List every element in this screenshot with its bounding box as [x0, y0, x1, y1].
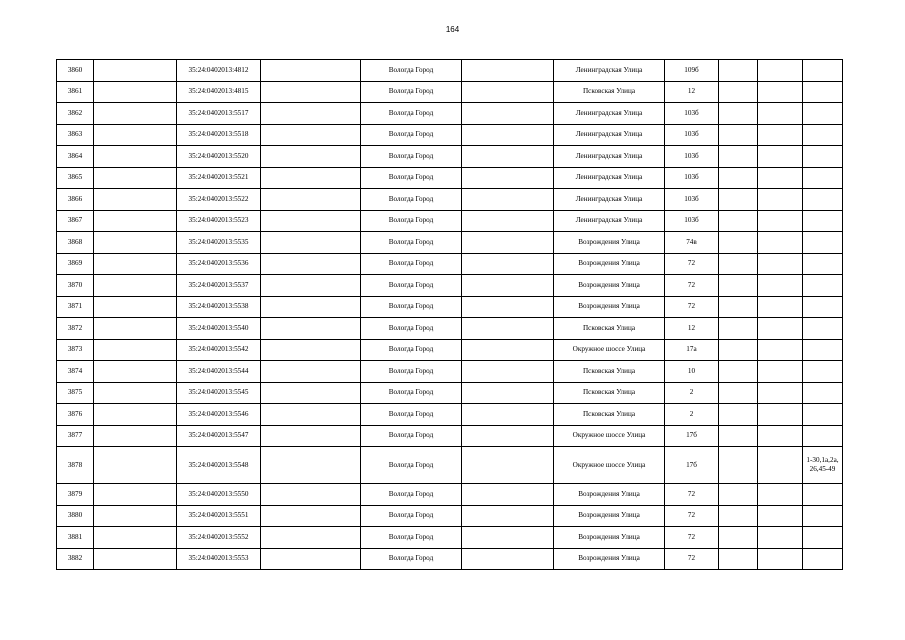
- street-cell: Возрождения Улица: [554, 275, 665, 297]
- empty-cell: [758, 124, 803, 146]
- empty-cell: [719, 484, 758, 506]
- empty-cell: [758, 484, 803, 506]
- empty-cell: [94, 296, 177, 318]
- cadastral-number-cell: 35:24:0402013:5522: [177, 189, 261, 211]
- row-number-cell: 3862: [57, 103, 94, 125]
- empty-cell: [758, 275, 803, 297]
- empty-cell: [758, 296, 803, 318]
- empty-cell: [261, 81, 361, 103]
- empty-cell: [94, 146, 177, 168]
- page-number: 164: [445, 25, 460, 34]
- street-cell: Возрождения Улица: [554, 484, 665, 506]
- city-cell: Вологда Город: [361, 361, 462, 383]
- empty-cell: [462, 189, 554, 211]
- empty-cell: [462, 60, 554, 82]
- table-row: [57, 425, 843, 447]
- empty-cell: [462, 210, 554, 232]
- empty-cell: [261, 318, 361, 340]
- empty-cell: [462, 167, 554, 189]
- empty-cell: [719, 232, 758, 254]
- row-number-cell: 3876: [57, 404, 94, 426]
- premises-cell: [803, 382, 843, 404]
- empty-cell: [758, 60, 803, 82]
- house-number-cell: 103б: [665, 210, 719, 232]
- street-cell: Возрождения Улица: [554, 505, 665, 527]
- premises-cell: [803, 81, 843, 103]
- empty-cell: [94, 60, 177, 82]
- cadastral-number-cell: 35:24:0402013:5545: [177, 382, 261, 404]
- empty-cell: [758, 81, 803, 103]
- cadastral-number-cell: 35:24:0402013:5537: [177, 275, 261, 297]
- city-cell: Вологда Город: [361, 103, 462, 125]
- empty-cell: [261, 60, 361, 82]
- empty-cell: [462, 404, 554, 426]
- empty-cell: [94, 124, 177, 146]
- cadastral-number-cell: 35:24:0402013:4812: [177, 60, 261, 82]
- row-number-cell: 3872: [57, 318, 94, 340]
- row-number-cell: 3877: [57, 425, 94, 447]
- empty-cell: [719, 425, 758, 447]
- empty-cell: [261, 232, 361, 254]
- row-number-cell: 3880: [57, 505, 94, 527]
- street-cell: Псковская Улица: [554, 318, 665, 340]
- row-number-cell: 3860: [57, 60, 94, 82]
- row-number-cell: 3864: [57, 146, 94, 168]
- cadastral-number-cell: 35:24:0402013:5547: [177, 425, 261, 447]
- row-number-cell: 3878: [57, 447, 94, 484]
- cadastral-number-cell: 35:24:0402013:5542: [177, 339, 261, 361]
- empty-cell: [462, 447, 554, 484]
- empty-cell: [719, 339, 758, 361]
- empty-cell: [758, 382, 803, 404]
- row-number-cell: 3865: [57, 167, 94, 189]
- empty-cell: [719, 548, 758, 570]
- table-row: [57, 103, 843, 125]
- empty-cell: [94, 527, 177, 549]
- empty-cell: [719, 361, 758, 383]
- house-number-cell: 72: [665, 253, 719, 275]
- cadastral-number-cell: 35:24:0402013:5546: [177, 404, 261, 426]
- row-number-cell: 3866: [57, 189, 94, 211]
- empty-cell: [462, 527, 554, 549]
- empty-cell: [719, 505, 758, 527]
- premises-cell: [803, 404, 843, 426]
- empty-cell: [462, 296, 554, 318]
- empty-cell: [261, 210, 361, 232]
- empty-cell: [758, 548, 803, 570]
- empty-cell: [719, 60, 758, 82]
- empty-cell: [462, 484, 554, 506]
- cadastral-number-cell: 35:24:0402013:5517: [177, 103, 261, 125]
- empty-cell: [94, 339, 177, 361]
- house-number-cell: 103б: [665, 167, 719, 189]
- empty-cell: [261, 103, 361, 125]
- premises-cell: [803, 484, 843, 506]
- house-number-cell: 12: [665, 81, 719, 103]
- empty-cell: [94, 548, 177, 570]
- cadastral-number-cell: 35:24:0402013:5550: [177, 484, 261, 506]
- empty-cell: [719, 318, 758, 340]
- empty-cell: [462, 253, 554, 275]
- house-number-cell: 17б: [665, 447, 719, 484]
- table-row: [57, 296, 843, 318]
- empty-cell: [94, 232, 177, 254]
- registry-table: [56, 59, 843, 570]
- empty-cell: [758, 318, 803, 340]
- table-row: [57, 527, 843, 549]
- premises-cell: [803, 232, 843, 254]
- empty-cell: [261, 382, 361, 404]
- empty-cell: [719, 81, 758, 103]
- empty-cell: [94, 425, 177, 447]
- empty-cell: [462, 232, 554, 254]
- city-cell: Вологда Город: [361, 296, 462, 318]
- house-number-cell: 72: [665, 275, 719, 297]
- street-cell: Возрождения Улица: [554, 527, 665, 549]
- row-number-cell: 3870: [57, 275, 94, 297]
- row-number-cell: 3863: [57, 124, 94, 146]
- empty-cell: [94, 447, 177, 484]
- table-row: [57, 318, 843, 340]
- city-cell: Вологда Город: [361, 527, 462, 549]
- city-cell: Вологда Город: [361, 253, 462, 275]
- cadastral-number-cell: 35:24:0402013:5553: [177, 548, 261, 570]
- empty-cell: [719, 146, 758, 168]
- row-number-cell: 3879: [57, 484, 94, 506]
- empty-cell: [94, 275, 177, 297]
- street-cell: Ленинградская Улица: [554, 146, 665, 168]
- empty-cell: [719, 167, 758, 189]
- empty-cell: [261, 425, 361, 447]
- table-row: [57, 189, 843, 211]
- table-row: [57, 81, 843, 103]
- empty-cell: [758, 361, 803, 383]
- empty-cell: [462, 548, 554, 570]
- empty-cell: [758, 447, 803, 484]
- empty-cell: [758, 103, 803, 125]
- cadastral-number-cell: 35:24:0402013:5548: [177, 447, 261, 484]
- table-row: [57, 146, 843, 168]
- table-row: [57, 253, 843, 275]
- premises-cell: [803, 124, 843, 146]
- city-cell: Вологда Город: [361, 425, 462, 447]
- empty-cell: [758, 167, 803, 189]
- city-cell: Вологда Город: [361, 124, 462, 146]
- street-cell: Ленинградская Улица: [554, 60, 665, 82]
- row-number-cell: 3873: [57, 339, 94, 361]
- house-number-cell: 17б: [665, 425, 719, 447]
- cadastral-number-cell: 35:24:0402013:5552: [177, 527, 261, 549]
- street-cell: Окружное шоссе Улица: [554, 447, 665, 484]
- table-row: [57, 548, 843, 570]
- house-number-cell: 103б: [665, 124, 719, 146]
- city-cell: Вологда Город: [361, 189, 462, 211]
- house-number-cell: 2: [665, 382, 719, 404]
- street-cell: Псковская Улица: [554, 361, 665, 383]
- table-row: [57, 232, 843, 254]
- house-number-cell: 10: [665, 361, 719, 383]
- house-number-cell: 17а: [665, 339, 719, 361]
- empty-cell: [94, 253, 177, 275]
- house-number-cell: 103б: [665, 103, 719, 125]
- street-cell: Возрождения Улица: [554, 253, 665, 275]
- empty-cell: [261, 484, 361, 506]
- house-number-cell: 2: [665, 404, 719, 426]
- city-cell: Вологда Город: [361, 210, 462, 232]
- empty-cell: [462, 146, 554, 168]
- empty-cell: [462, 425, 554, 447]
- empty-cell: [758, 505, 803, 527]
- street-cell: Псковская Улица: [554, 81, 665, 103]
- table-row: [57, 484, 843, 506]
- table-row: [57, 404, 843, 426]
- city-cell: Вологда Город: [361, 339, 462, 361]
- premises-cell: [803, 505, 843, 527]
- empty-cell: [758, 339, 803, 361]
- city-cell: Вологда Город: [361, 146, 462, 168]
- street-cell: Псковская Улица: [554, 382, 665, 404]
- empty-cell: [261, 146, 361, 168]
- street-cell: Возрождения Улица: [554, 296, 665, 318]
- premises-cell: [803, 339, 843, 361]
- street-cell: Окружное шоссе Улица: [554, 425, 665, 447]
- empty-cell: [462, 103, 554, 125]
- empty-cell: [261, 124, 361, 146]
- empty-cell: [719, 124, 758, 146]
- empty-cell: [261, 253, 361, 275]
- empty-cell: [758, 253, 803, 275]
- house-number-cell: 103б: [665, 189, 719, 211]
- city-cell: Вологда Город: [361, 447, 462, 484]
- street-cell: Возрождения Улица: [554, 232, 665, 254]
- cadastral-number-cell: 35:24:0402013:5518: [177, 124, 261, 146]
- table-row: [57, 339, 843, 361]
- premises-cell: [803, 296, 843, 318]
- street-cell: Ленинградская Улица: [554, 167, 665, 189]
- city-cell: Вологда Город: [361, 318, 462, 340]
- street-cell: Ленинградская Улица: [554, 103, 665, 125]
- empty-cell: [719, 382, 758, 404]
- table-row: [57, 124, 843, 146]
- empty-cell: [462, 275, 554, 297]
- empty-cell: [462, 81, 554, 103]
- cadastral-number-cell: 35:24:0402013:5544: [177, 361, 261, 383]
- empty-cell: [462, 382, 554, 404]
- empty-cell: [261, 189, 361, 211]
- empty-cell: [94, 404, 177, 426]
- cadastral-number-cell: 35:24:0402013:5523: [177, 210, 261, 232]
- empty-cell: [462, 318, 554, 340]
- table-row: [57, 361, 843, 383]
- empty-cell: [719, 296, 758, 318]
- premises-cell: [803, 318, 843, 340]
- city-cell: Вологда Город: [361, 382, 462, 404]
- table-row: [57, 167, 843, 189]
- row-number-cell: 3867: [57, 210, 94, 232]
- empty-cell: [462, 339, 554, 361]
- premises-cell: [803, 527, 843, 549]
- empty-cell: [261, 527, 361, 549]
- street-cell: Окружное шоссе Улица: [554, 339, 665, 361]
- empty-cell: [261, 505, 361, 527]
- cadastral-number-cell: 35:24:0402013:5520: [177, 146, 261, 168]
- row-number-cell: 3882: [57, 548, 94, 570]
- table-row: [57, 210, 843, 232]
- empty-cell: [94, 505, 177, 527]
- cadastral-number-cell: 35:24:0402013:5521: [177, 167, 261, 189]
- city-cell: Вологда Город: [361, 505, 462, 527]
- empty-cell: [94, 318, 177, 340]
- house-number-cell: 74в: [665, 232, 719, 254]
- empty-cell: [261, 296, 361, 318]
- premises-cell: [803, 361, 843, 383]
- empty-cell: [719, 210, 758, 232]
- street-cell: Ленинградская Улица: [554, 124, 665, 146]
- empty-cell: [94, 210, 177, 232]
- house-number-cell: 72: [665, 296, 719, 318]
- city-cell: Вологда Город: [361, 167, 462, 189]
- empty-cell: [261, 167, 361, 189]
- empty-cell: [758, 404, 803, 426]
- city-cell: Вологда Город: [361, 548, 462, 570]
- row-number-cell: 3881: [57, 527, 94, 549]
- empty-cell: [94, 361, 177, 383]
- empty-cell: [261, 339, 361, 361]
- premises-cell: [803, 146, 843, 168]
- city-cell: Вологда Город: [361, 232, 462, 254]
- house-number-cell: 72: [665, 484, 719, 506]
- table-row: [57, 275, 843, 297]
- premises-cell: [803, 189, 843, 211]
- house-number-cell: 72: [665, 527, 719, 549]
- empty-cell: [758, 146, 803, 168]
- empty-cell: [94, 167, 177, 189]
- premises-cell: 1-30,1а,2а, 26,45-49: [803, 447, 843, 484]
- empty-cell: [261, 361, 361, 383]
- empty-cell: [94, 382, 177, 404]
- premises-cell: [803, 60, 843, 82]
- house-number-cell: 72: [665, 505, 719, 527]
- house-number-cell: 72: [665, 548, 719, 570]
- empty-cell: [719, 404, 758, 426]
- row-number-cell: 3868: [57, 232, 94, 254]
- cadastral-number-cell: 35:24:0402013:4815: [177, 81, 261, 103]
- empty-cell: [462, 361, 554, 383]
- premises-cell: [803, 425, 843, 447]
- row-number-cell: 3861: [57, 81, 94, 103]
- empty-cell: [94, 103, 177, 125]
- empty-cell: [462, 505, 554, 527]
- city-cell: Вологда Город: [361, 60, 462, 82]
- empty-cell: [719, 253, 758, 275]
- city-cell: Вологда Город: [361, 484, 462, 506]
- empty-cell: [462, 124, 554, 146]
- premises-cell: [803, 167, 843, 189]
- city-cell: Вологда Город: [361, 81, 462, 103]
- cadastral-number-cell: 35:24:0402013:5536: [177, 253, 261, 275]
- street-cell: Псковская Улица: [554, 404, 665, 426]
- cadastral-number-cell: 35:24:0402013:5551: [177, 505, 261, 527]
- premises-cell: [803, 275, 843, 297]
- empty-cell: [94, 484, 177, 506]
- empty-cell: [758, 425, 803, 447]
- empty-cell: [261, 404, 361, 426]
- row-number-cell: 3871: [57, 296, 94, 318]
- empty-cell: [719, 527, 758, 549]
- empty-cell: [261, 548, 361, 570]
- empty-cell: [719, 447, 758, 484]
- house-number-cell: 109б: [665, 60, 719, 82]
- street-cell: Возрождения Улица: [554, 548, 665, 570]
- street-cell: Ленинградская Улица: [554, 189, 665, 211]
- table-row: [57, 447, 843, 484]
- premises-cell: [803, 103, 843, 125]
- row-number-cell: 3874: [57, 361, 94, 383]
- premises-cell: [803, 548, 843, 570]
- table-row: [57, 505, 843, 527]
- empty-cell: [758, 232, 803, 254]
- empty-cell: [94, 81, 177, 103]
- empty-cell: [261, 275, 361, 297]
- street-cell: Ленинградская Улица: [554, 210, 665, 232]
- empty-cell: [758, 527, 803, 549]
- table-body: [57, 60, 843, 570]
- city-cell: Вологда Город: [361, 275, 462, 297]
- row-number-cell: 3869: [57, 253, 94, 275]
- row-number-cell: 3875: [57, 382, 94, 404]
- table-row: [57, 60, 843, 82]
- empty-cell: [94, 189, 177, 211]
- empty-cell: [758, 210, 803, 232]
- premises-cell: [803, 210, 843, 232]
- cadastral-number-cell: 35:24:0402013:5538: [177, 296, 261, 318]
- house-number-cell: 103б: [665, 146, 719, 168]
- table-row: [57, 382, 843, 404]
- empty-cell: [719, 103, 758, 125]
- empty-cell: [719, 189, 758, 211]
- cadastral-number-cell: 35:24:0402013:5540: [177, 318, 261, 340]
- city-cell: Вологда Город: [361, 404, 462, 426]
- premises-cell: [803, 253, 843, 275]
- empty-cell: [758, 189, 803, 211]
- cadastral-number-cell: 35:24:0402013:5535: [177, 232, 261, 254]
- empty-cell: [261, 447, 361, 484]
- empty-cell: [719, 275, 758, 297]
- house-number-cell: 12: [665, 318, 719, 340]
